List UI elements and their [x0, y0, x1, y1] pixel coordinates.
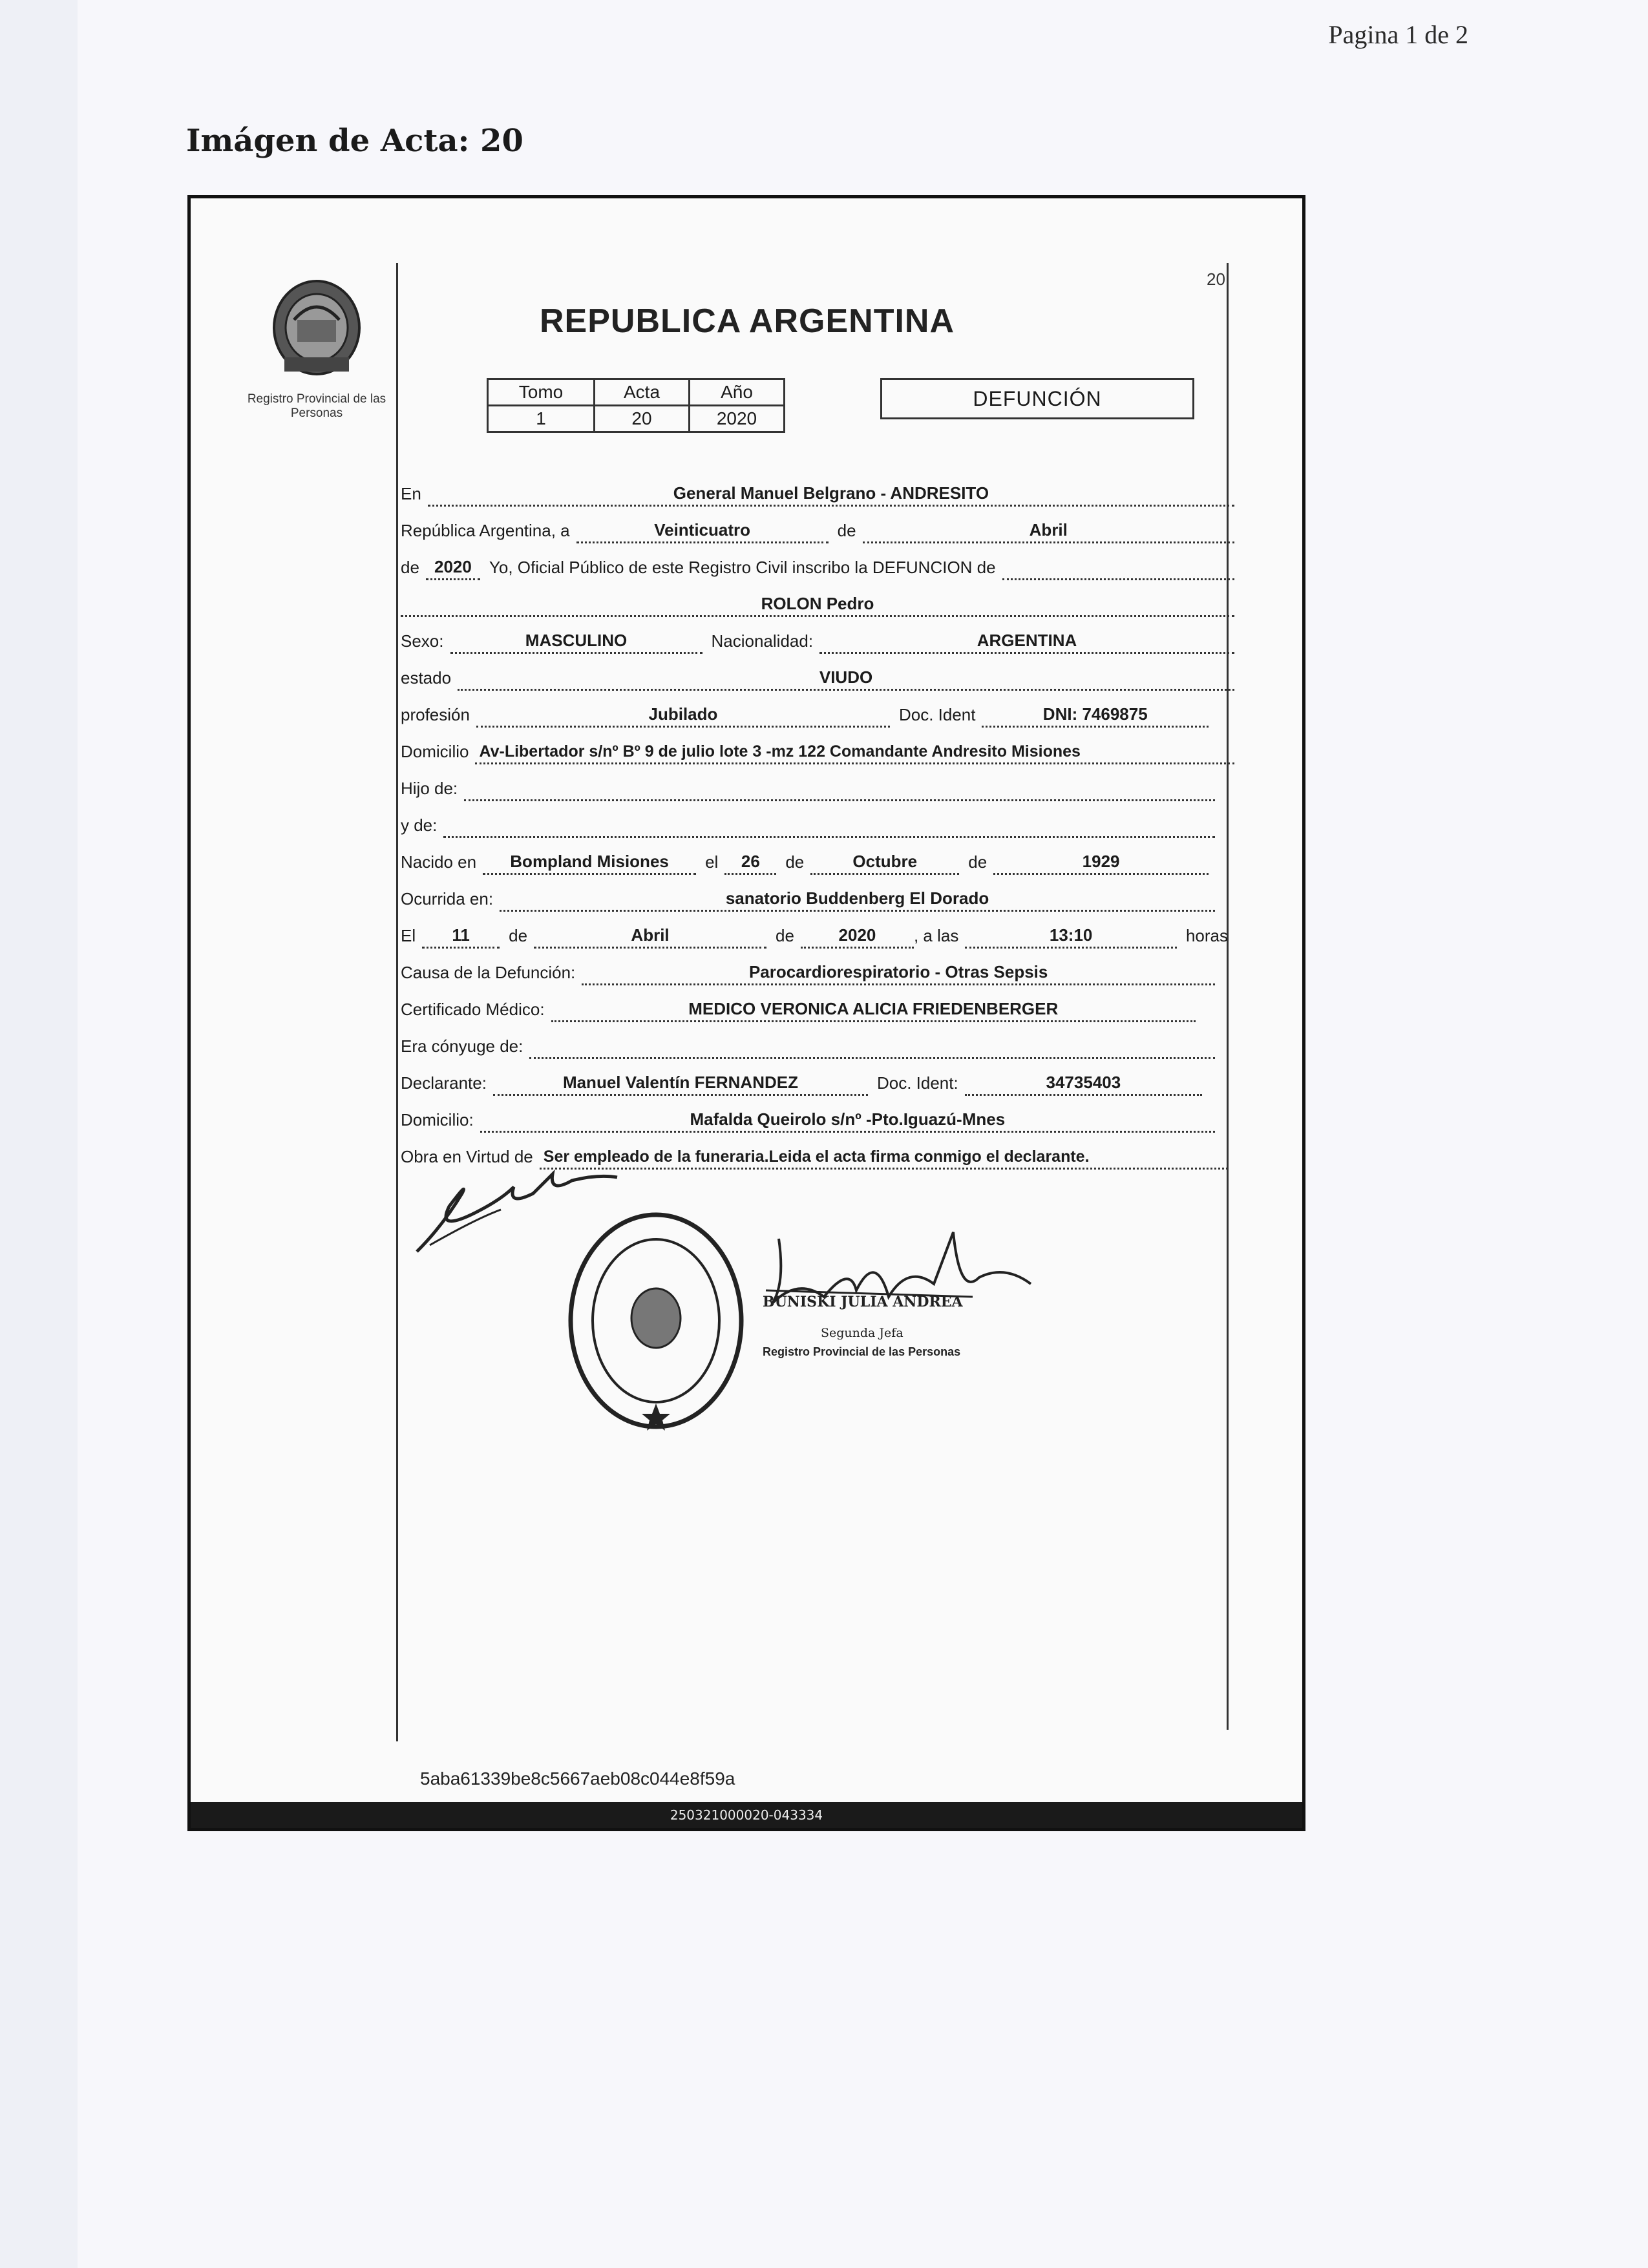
coat-of-arms-logo — [268, 275, 365, 378]
death-year-value: 2020 — [801, 925, 914, 949]
death-time-value: 13:10 — [965, 925, 1177, 949]
form-row-parent2 — [401, 801, 1234, 838]
form-row-address — [401, 728, 1234, 764]
form-row-spouse — [401, 1022, 1234, 1059]
form-row-cause — [401, 949, 1234, 985]
form-row-place — [401, 470, 1234, 507]
field-label: Doc. Ident: — [876, 1073, 958, 1093]
acta-corner-number: 20 — [1207, 269, 1225, 289]
form-row-status — [401, 654, 1234, 691]
field-label: En — [401, 484, 421, 503]
register-value: 2020 — [690, 406, 785, 432]
form-row-profession — [401, 691, 1234, 728]
profession-value: Jubilado — [476, 704, 890, 728]
nationality-value: ARGENTINA — [819, 631, 1234, 654]
barcode-strip — [191, 1802, 1302, 1828]
country-title: REPUBLICA ARGENTINA — [540, 302, 955, 340]
field-label: y de: — [401, 815, 438, 835]
field-label: de — [785, 852, 805, 872]
record-type-box: DEFUNCIÓN — [880, 378, 1194, 419]
form-row-parent1 — [401, 764, 1234, 801]
year-value: 2020 — [426, 557, 480, 580]
form-row-name — [401, 580, 1234, 617]
image-heading: Imágen de Acta: 20 — [186, 123, 523, 159]
signatory-role: Segunda Jefa — [821, 1326, 903, 1340]
field-label: Sexo: — [401, 631, 444, 651]
barcode-number: 250321000020-043334 — [670, 1807, 823, 1823]
marital-status-value: VIUDO — [458, 667, 1234, 691]
place-value: General Manuel Belgrano - ANDRESITO — [428, 483, 1234, 507]
occurred-place-value: sanatorio Buddenberg El Dorado — [500, 888, 1215, 912]
field-label: República Argentina, a — [401, 521, 570, 540]
register-table — [487, 378, 785, 433]
reason-value: Ser empleado de la funeraria.Leida el acta firma conmigo el declarante. — [540, 1148, 1228, 1170]
field-label: estado — [401, 668, 452, 688]
field-label: Declarante: — [401, 1073, 487, 1093]
form-row-declarant — [401, 1059, 1234, 1096]
field-label: Certificado Médico: — [401, 1000, 545, 1019]
left-margin-line — [396, 263, 398, 1741]
inscription-text: Yo, Oficial Público de este Registro Civil inscribo la DEFUNCION de — [489, 558, 996, 577]
field-label: el — [705, 852, 719, 872]
day-words-value: Veinticuatro — [576, 520, 829, 543]
birth-place-value: Bompland Misiones — [483, 852, 696, 875]
field-label: horas — [1185, 926, 1228, 945]
form-row-occurred — [401, 875, 1234, 912]
document-hash: 5aba61339be8c5667aeb08c044e8f59a — [420, 1769, 735, 1789]
register-value: 20 — [595, 406, 690, 432]
scan-edge — [0, 0, 78, 2268]
parent1-value — [464, 798, 1215, 801]
field-label: Ocurrida en: — [401, 889, 494, 908]
declarant-doc-value: 34735403 — [965, 1073, 1202, 1096]
sex-value: MASCULINO — [450, 631, 703, 654]
official-seal — [565, 1210, 746, 1433]
field-label: Doc. Ident — [898, 705, 976, 724]
field-label: de — [968, 852, 988, 872]
register-value: 1 — [488, 406, 595, 432]
field-label: Domicilio: — [401, 1110, 474, 1129]
death-day-value: 11 — [422, 925, 500, 949]
parent2-value — [443, 835, 1215, 838]
field-label: Domicilio — [401, 742, 469, 761]
cause-value: Parocardiorespiratorio - Otras Sepsis — [582, 962, 1215, 985]
field-label: de — [837, 521, 856, 540]
birth-day-value: 26 — [724, 852, 776, 875]
inscription-blank — [1002, 577, 1234, 580]
form-row-birth — [401, 838, 1234, 875]
certificate-image — [187, 195, 1305, 1831]
deceased-name-value: ROLON Pedro — [401, 594, 1234, 617]
field-label: Obra en Virtud de — [401, 1147, 533, 1166]
field-label: Era cónyuge de: — [401, 1036, 523, 1056]
certifying-doctor-value: MEDICO VERONICA ALICIA FRIEDENBERGER — [551, 999, 1196, 1022]
field-label: El — [401, 926, 416, 945]
register-header-row — [488, 379, 785, 406]
field-label: Hijo de: — [401, 779, 458, 798]
page-number: Pagina 1 de 2 — [1328, 20, 1468, 49]
field-label: de — [776, 926, 794, 945]
month-value: Abril — [863, 520, 1234, 543]
field-label: de — [509, 926, 528, 945]
declarant-address-value: Mafalda Queirolo s/nº -Pto.Iguazú-Mnes — [480, 1109, 1215, 1133]
form-row-date — [401, 507, 1234, 543]
birth-month-value: Octubre — [810, 852, 959, 875]
declarant-value: Manuel Valentín FERNANDEZ — [493, 1073, 868, 1096]
field-label: Causa de la Defunción: — [401, 963, 576, 982]
form-row-declarant-address — [401, 1096, 1234, 1133]
form-row-year — [401, 543, 1234, 580]
field-label: , a las — [913, 926, 959, 945]
death-month-value: Abril — [534, 925, 766, 949]
birth-year-value: 1929 — [993, 852, 1209, 875]
register-value-row — [488, 406, 785, 432]
field-label: de — [401, 558, 419, 577]
signatory-office: Registro Provincial de las Personas — [763, 1345, 961, 1358]
field-label: Nacido en — [401, 852, 477, 872]
form-row-sex — [401, 617, 1234, 654]
register-header: Año — [690, 379, 785, 406]
register-header: Acta — [595, 379, 690, 406]
register-header: Tomo — [488, 379, 595, 406]
document-value: DNI: 7469875 — [982, 704, 1209, 728]
signatory-name: BUNISKI JULIA ANDREA — [763, 1294, 963, 1310]
field-label: Nacionalidad: — [711, 631, 814, 651]
address-value: Av-Libertador s/nº Bº 9 de julio lote 3 -mz 122 Comandante Andresito Misiones — [475, 742, 1234, 764]
issuer-caption: Registro Provincial de las Personas — [247, 392, 386, 420]
field-label: profesión — [401, 705, 470, 724]
spouse-value — [529, 1056, 1215, 1059]
certificate-form — [401, 470, 1234, 1170]
form-row-certificate — [401, 985, 1234, 1022]
form-row-death-date — [401, 912, 1234, 949]
